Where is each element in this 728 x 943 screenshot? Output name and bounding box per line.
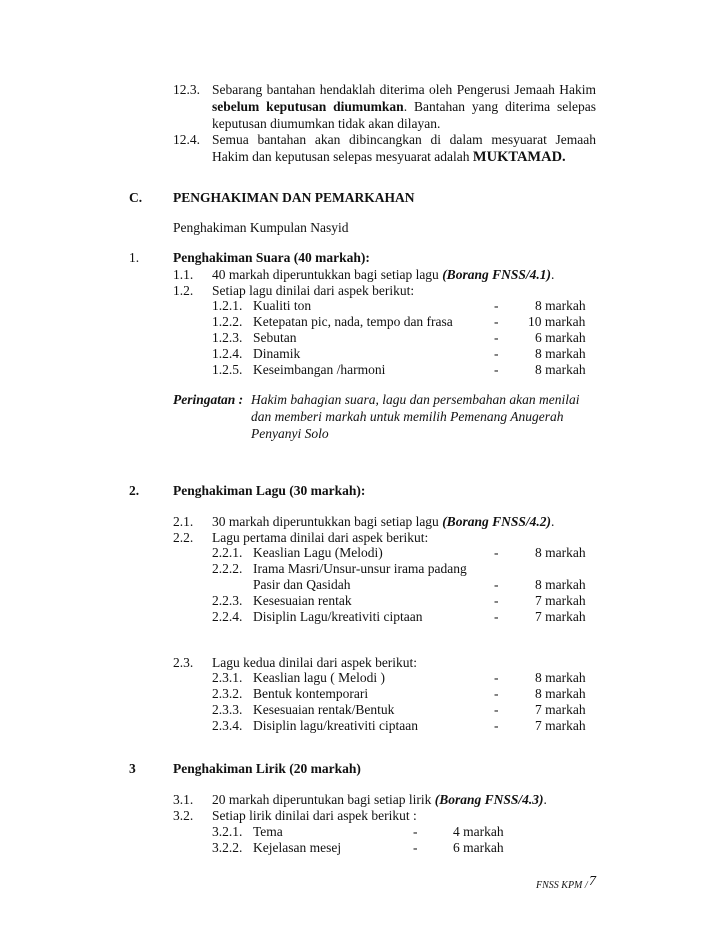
criterion-dash: - [494, 298, 499, 313]
section-c-number: C. [129, 190, 143, 205]
section-1-title: Penghakiman Suara (40 markah): [173, 250, 370, 265]
criterion-number: 2.2.2. [212, 561, 243, 576]
criterion-mark: 7 markah [535, 718, 586, 733]
criterion-label: Kesesuaian rentak/Bentuk [253, 702, 395, 717]
section-3-title: Penghakiman Lirik (20 markah) [173, 761, 361, 776]
item-12-3-line-2-rest: . Bantahan yang diterima selepas [403, 99, 596, 114]
criterion-number: 1.2.5. [212, 362, 243, 377]
criterion-dash: - [494, 670, 499, 685]
criterion-dash: - [494, 718, 499, 733]
criterion-dash: - [494, 593, 499, 608]
criterion-mark: 8 markah [535, 686, 586, 701]
item-2-2-number: 2.2. [173, 530, 194, 545]
criterion-mark: 8 markah [535, 545, 586, 560]
criterion-label: Disiplin lagu/kreativiti ciptaan [253, 718, 418, 733]
criterion-mark: 6 markah [453, 840, 504, 855]
criterion-label: Keaslian Lagu (Melodi) [253, 545, 383, 560]
section-c-subtitle: Penghakiman Kumpulan Nasyid [173, 220, 349, 235]
item-3-1-lead: 20 markah diperuntukan bagi setiap lirik [212, 792, 435, 807]
item-12-4-line-2-text: Hakim dan keputusan selepas mesyuarat adalah [212, 149, 473, 164]
criterion-label: Kualiti ton [253, 298, 312, 313]
item-12-3-number: 12.3. [173, 82, 200, 97]
criterion-number: 1.2.1. [212, 298, 243, 313]
criterion-label: Kesesuaian rentak [253, 593, 352, 608]
criterion-label: Keaslian lagu ( Melodi ) [253, 670, 385, 685]
criterion-number: 1.2.4. [212, 346, 243, 361]
item-12-3-line-3: keputusan diumumkan tidak akan dilayan. [212, 116, 441, 131]
criterion-number: 2.3.4. [212, 718, 243, 733]
criterion-mark: 8 markah [535, 346, 586, 361]
item-2-1-text [212, 514, 554, 530]
criterion-number: 2.3.2. [212, 686, 243, 701]
warning-line-2: dan memberi markah untuk memilih Pemenang Anugerah [251, 409, 564, 424]
item-3-2-text: Setiap lirik dinilai dari aspek berikut : [212, 808, 417, 823]
footer-label: FNSS KPM / [536, 880, 588, 891]
criterion-number: 1.2.2. [212, 314, 243, 329]
item-2-1-end: . [550, 514, 555, 529]
section-3-number: 3 [129, 761, 136, 776]
item-3-1-text [212, 792, 547, 808]
criterion-dash: - [494, 609, 499, 624]
criterion-dash: - [494, 577, 499, 592]
item-1-1-end: . [550, 267, 555, 282]
item-12-4-line-2 [212, 149, 566, 165]
page-number: 7 [589, 874, 596, 889]
item-2-1-number: 2.1. [173, 514, 194, 529]
warning-line-3: Penyanyi Solo [251, 426, 329, 441]
item-1-1-number: 1.1. [173, 267, 194, 282]
item-1-2-text: Setiap lagu dinilai dari aspek berikut: [212, 283, 415, 298]
criterion-label: Ketepatan pic, nada, tempo dan frasa [253, 314, 453, 329]
criterion-dash: - [494, 686, 499, 701]
criterion-number: 1.2.3. [212, 330, 243, 345]
item-3-1-number: 3.1. [173, 792, 194, 807]
criterion-number: 2.2.4. [212, 609, 243, 624]
item-2-3-text: Lagu kedua dinilai dari aspek berikut: [212, 655, 418, 670]
criterion-mark: 6 markah [535, 330, 586, 345]
section-c-title: PENGHAKIMAN DAN PEMARKAHAN [173, 190, 415, 205]
item-2-1-form-ref: (Borang FNSS/4.2) [442, 514, 551, 529]
warning-label: Peringatan : [173, 392, 244, 407]
criterion-dash: - [494, 545, 499, 560]
criterion-mark: 8 markah [535, 298, 586, 313]
criterion-number: 2.2.3. [212, 593, 243, 608]
criterion-label: Tema [253, 824, 283, 839]
criterion-dash: - [494, 346, 499, 361]
criterion-mark: 8 markah [535, 670, 586, 685]
item-2-1-lead: 30 markah diperuntukkan bagi setiap lagu [212, 514, 443, 529]
item-1-2-number: 1.2. [173, 283, 194, 298]
section-1-number: 1. [129, 250, 140, 265]
item-12-3-line-1: Sebarang bantahan hendaklah diterima oleh Pengerusi Jemaah Hakim [212, 82, 596, 97]
item-3-1-form-ref: (Borang FNSS/4.3) [434, 792, 544, 807]
criterion-label: Bentuk kontemporari [253, 686, 369, 701]
criterion-number: 2.3.1. [212, 670, 243, 685]
criterion-label: Irama Masri/Unsur-unsur irama padang [253, 561, 467, 576]
criterion-label: Sebutan [253, 330, 297, 345]
item-12-4-line-1: Semua bantahan akan dibincangkan di dalam mesyuarat Jemaah [212, 132, 596, 147]
item-2-3-number: 2.3. [173, 655, 194, 670]
criterion-mark: 7 markah [535, 593, 586, 608]
criterion-label: Dinamik [253, 346, 301, 361]
criterion-mark: 4 markah [453, 824, 504, 839]
section-2-title: Penghakiman Lagu (30 markah): [173, 483, 366, 498]
item-12-4-emphasis: MUKTAMAD. [472, 149, 566, 165]
item-2-2-text: Lagu pertama dinilai dari aspek berikut: [212, 530, 429, 545]
criterion-mark: 10 markah [528, 314, 586, 329]
item-12-4-number: 12.4. [173, 132, 200, 147]
criterion-dash: - [494, 314, 499, 329]
warning-line-1: Hakim bahagian suara, lagu dan persembahan akan menilai [251, 392, 580, 407]
item-1-1-text [212, 267, 554, 283]
criterion-mark: 7 markah [535, 609, 586, 624]
criterion-mark: 7 markah [535, 702, 586, 717]
criterion-label: Keseimbangan /harmoni [253, 362, 386, 377]
criterion-label: Disiplin Lagu/kreativiti ciptaan [253, 609, 423, 624]
item-1-1-lead: 40 markah diperuntukkan bagi setiap lagu [212, 267, 443, 282]
criterion-number: 3.2.2. [212, 840, 243, 855]
item-12-3-line-2 [212, 99, 596, 115]
item-1-1-form-ref: (Borang FNSS/4.1) [442, 267, 551, 282]
item-3-1-end: . [543, 792, 547, 807]
item-3-2-number: 3.2. [173, 808, 194, 823]
criterion-mark: 8 markah [535, 577, 586, 592]
item-12-3-emphasis: sebelum keputusan diumumkan [212, 99, 404, 114]
criterion-dash: - [413, 824, 418, 839]
criterion-number: 2.3.3. [212, 702, 243, 717]
criterion-dash: - [494, 330, 499, 345]
criterion-dash: - [494, 702, 499, 717]
criterion-label-continued: Pasir dan Qasidah [253, 577, 351, 592]
criterion-dash: - [413, 840, 418, 855]
section-2-number: 2. [129, 483, 140, 498]
criterion-mark: 8 markah [535, 362, 586, 377]
criterion-number: 2.2.1. [212, 545, 243, 560]
criterion-label: Kejelasan mesej [253, 840, 342, 855]
criterion-dash: - [494, 362, 499, 377]
criterion-number: 3.2.1. [212, 824, 243, 839]
